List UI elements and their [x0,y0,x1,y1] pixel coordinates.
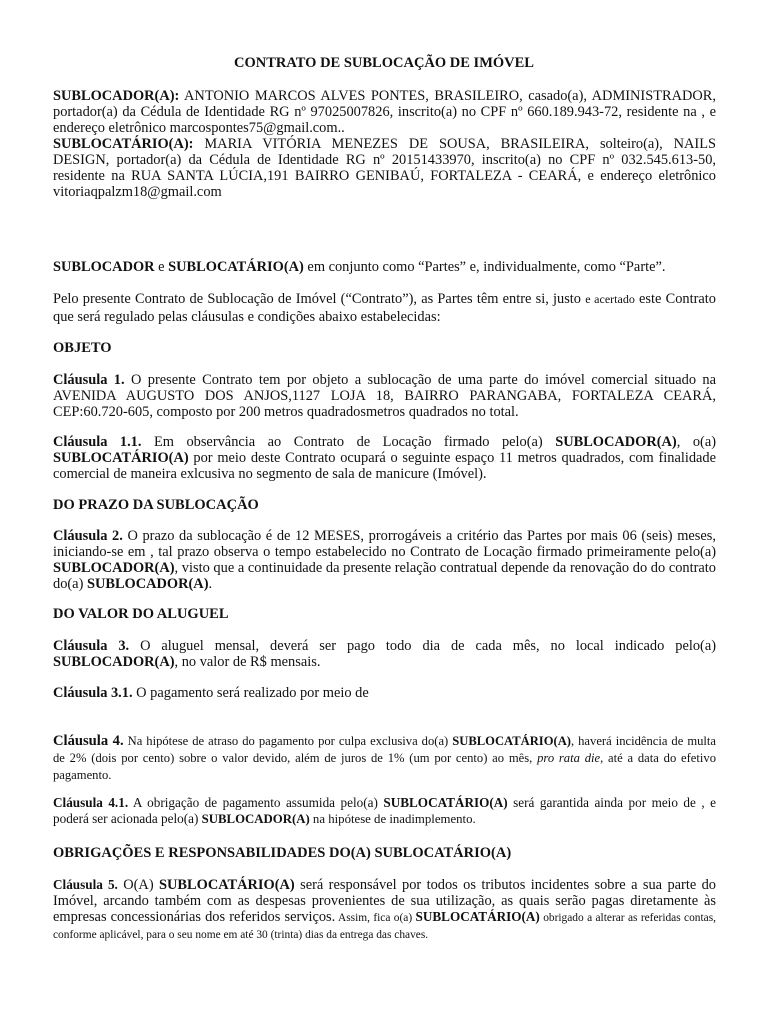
clause-2-text-2: , visto que a continuidade da presente relação contratual depende da renovação do do contrato do(a) [53,560,716,592]
clause-1-text: O presente Contrato tem por objeto a sublocação de uma parte do imóvel comercial situado na AVENIDA AUGUSTO DOS ANJOS,1127 LOJA 18, BAIRRO PARANGABA, FORTALEZA CEARÁ, CEP:60.720-605, composto por 200 metros quadradosmetros quadrados no total. [53,372,716,420]
parties-paragraph [53,88,716,200]
section-prazo: DO PRAZO DA SUBLOCAÇÃO [53,497,259,513]
clause-2-label: Cláusula 2. [53,528,123,544]
clause-3-1 [53,685,716,701]
clause-4-label: Cláusula 4. [53,733,124,749]
clause-3-text-1: O aluguel mensal, deverá ser pago todo dia de cada mês, no local indicado pelo(a) [129,638,716,654]
clause-2-bold-2: SUBLOCADOR(A) [86,576,209,592]
clause-5-bold-1: SUBLOCATÁRIO(A) [159,877,295,893]
clause-5-text-2: será responsável por todos os tributos incidentes sobre a sua parte do Imóvel, arcando também com as despesas provenientes de sua utilização, as quais serão pagas diretamente às empresas concessionárias dos referidos serviços. [53,877,716,925]
clause-5-bold-2: SUBLOCATÁRIO(A) [415,909,540,924]
clause-3 [53,638,716,670]
clause-5 [53,877,716,943]
clause-4-1-text-3: na hipótese de inadimplemento. [309,812,476,826]
clause-3-1-label: Cláusula 3.1. [53,685,133,701]
sublocatario-label: SUBLOCATÁRIO(A): [53,136,194,152]
clause-4-1-bold-1: SUBLOCATÁRIO(A) [383,795,508,810]
clause-3-text-2: , no valor de R$ mensais. [174,654,321,670]
clause-4-italic: pro rata die [537,751,601,765]
partes-definition [53,259,716,275]
clause-3-label: Cláusula 3. [53,638,130,654]
clause-5-text-4: obrigado a alterar as referidas contas, conforme aplicável, para o seu nome em até 30 (trinta) dias da entrega das chaves. [53,912,716,941]
clause-4-text-3: , até a data do efetivo pagamento. [53,751,716,782]
partes-conjunction: e [154,259,169,275]
clause-5-text-3: Assim, fica o(a) [335,912,416,924]
section-valor: DO VALOR DO ALUGUEL [53,606,229,622]
clause-1-label: Cláusula 1. [53,372,125,388]
clause-1-1-text-2: , o(a) [676,434,716,450]
partes-text: em conjunto como “Partes” e, individualmente, como “Parte”. [303,259,666,275]
clause-5-text-1: O(A) [117,877,160,893]
partes-sublocador: SUBLOCADOR [53,259,155,275]
preamble-text-2: e acertado [585,292,635,306]
clause-4-text-1: Na hipótese de atraso do pagamento por culpa exclusiva do(a) [123,734,453,748]
clause-1-1-text-1: Em observância ao Contrato de Locação firmado pelo(a) [141,434,556,450]
preamble-paragraph [53,290,716,326]
clause-1-1-bold-2: SUBLOCATÁRIO(A) [53,450,189,466]
document-title: CONTRATO DE SUBLOCAÇÃO DE IMÓVEL [234,55,534,71]
preamble-text-1: Pelo presente Contrato de Sublocação de Imóvel (“Contrato”), as Partes têm entre si, justo [53,291,586,307]
clause-4-1-text-1: A obrigação de pagamento assumida pelo(a) [128,795,384,810]
clause-2 [53,528,716,592]
clause-3-bold-1: SUBLOCADOR(A) [53,654,175,670]
clause-2-text-1: O prazo da sublocação é de 12 MESES, prorrogáveis a critério das Partes por mais 06 (seis) meses, iniciando-se em , tal prazo observa o tempo estabelecido no Contrato de Locação firmado primeiramente pelo(a) [53,528,716,560]
clause-1-1-text-3: por meio deste Contrato ocupará o seguinte espaço 11 metros quadrados, com finalidade comercial de maneira exlcusiva no segmento de sala de manicure (Imóvel). [53,450,716,482]
section-objeto: OBJETO [53,340,112,356]
clause-2-bold-1: SUBLOCADOR(A) [53,560,175,576]
clause-4-1-text-2: será garantida ainda por meio de , e poderá ser acionada pelo(a) [53,795,717,826]
sublocador-details: ANTONIO MARCOS ALVES PONTES, BRASILEIRO, casado(a), ADMINISTRADOR, portador(a) da Cédula de Identidade RG nº 97025007826, inscrito(a) no CPF nº 660.189.943-72, residente na , e endereço eletrônico marcospontes75@gmail.com.. [53,88,716,136]
section-obrigacoes: OBRIGAÇÕES E RESPONSABILIDADES DO(A) SUBLOCATÁRIO(A) [53,845,512,861]
clause-4 [53,733,716,784]
clause-4-1-label: Cláusula 4.1. [53,795,129,810]
partes-sublocatario: SUBLOCATÁRIO(A) [168,259,304,275]
sublocador-label: SUBLOCADOR(A): [53,88,180,104]
clause-1-1 [53,434,716,482]
clause-4-1-bold-2: SUBLOCADOR(A) [201,812,310,826]
clause-5-label: Cláusula 5. [53,877,118,892]
clause-2-text-3: . [208,576,213,592]
preamble-text-3: este Contrato que será regulado pelas cláusulas e condições abaixo estabelecidas: [53,291,717,325]
sublocatario-details: MARIA VITÓRIA MENEZES DE SOUSA, BRASILEIRA, solteiro(a), NAILS DESIGN, portador(a) da Cédula de Identidade RG nº 20151433970, inscrito(a) no CPF nº 032.545.613-50, residente na RUA SANTA LÚCIA,191 BAIRRO GENIBAÚ, FORTALEZA - CEARÁ, e endereço eletrônico vitoriaqpalzm18@gmail.com [53,136,716,200]
clause-4-text-2: , haverá incidência de multa de 2% (dois por cento) sobre o valor devido, além de juros de 1% (um por cento) ao mês, [53,734,717,765]
clause-4-bold-1: SUBLOCATÁRIO(A) [452,734,571,748]
clause-3-1-text: O pagamento será realizado por meio de [132,685,369,701]
clause-1-1-bold-1: SUBLOCADOR(A) [555,434,677,450]
clause-1-1-label: Cláusula 1.1. [53,434,142,450]
clause-1 [53,372,716,420]
clause-4-1 [53,795,716,827]
